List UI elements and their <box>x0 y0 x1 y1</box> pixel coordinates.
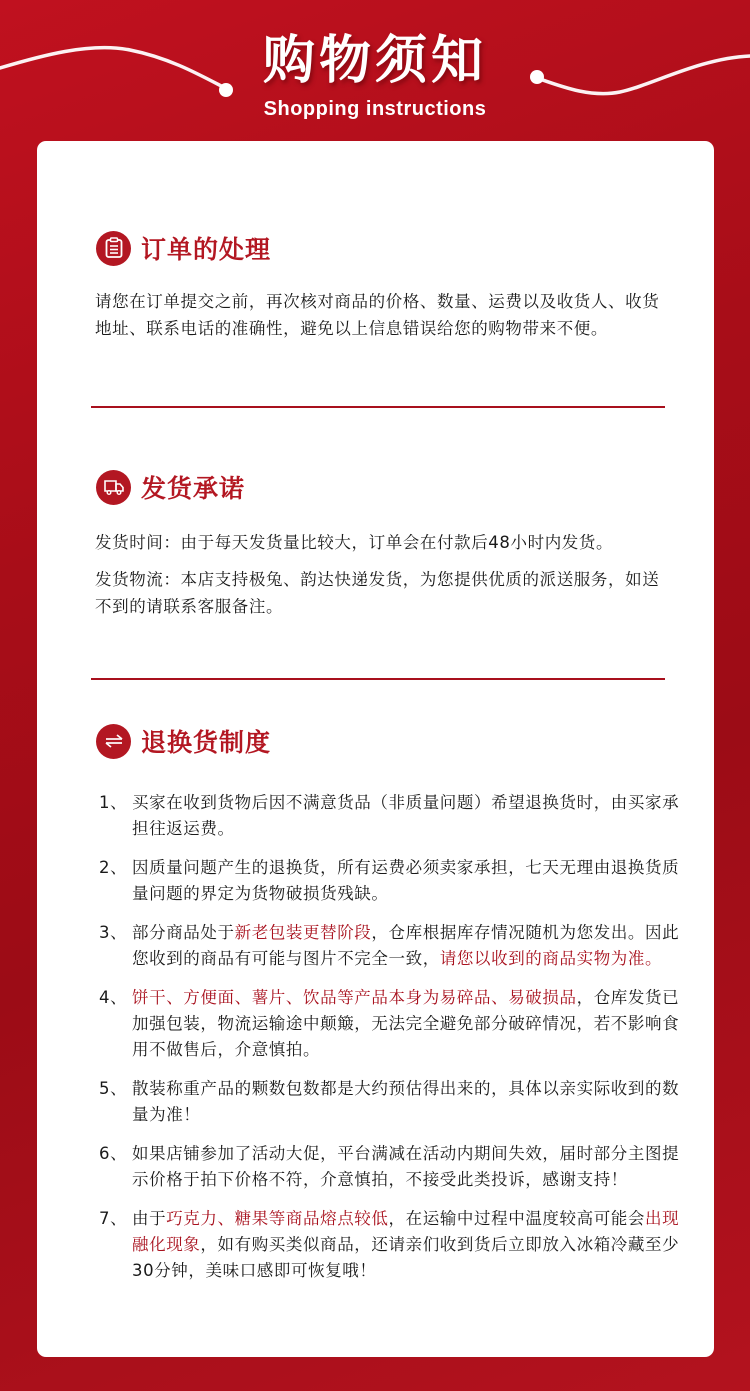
exchange-arrows-icon <box>96 724 131 759</box>
instructions-card <box>37 141 714 1357</box>
truck-icon <box>96 470 131 505</box>
clipboard-icon <box>96 231 131 266</box>
section-header-shipping <box>96 469 245 505</box>
page-title: 购物须知 <box>262 31 487 91</box>
list-item: 2、 因质量问题产生的退换货，所有运费必须卖家承担，七天无理由退换货质量问题的界定为货物破损货残缺。 <box>99 858 680 903</box>
list-item: 5、 散装称重产品的颗数包数都是大约预估得出来的，具体以亲实际收到的数量为准！ <box>99 1079 680 1124</box>
highlight-text: 饼干、方便面、薯片、饮品等产品本身为易碎品、易破损品 <box>132 988 577 1007</box>
section-title-order: 订单的处理 <box>141 235 272 264</box>
section-header-returns <box>96 723 271 759</box>
section-divider <box>91 406 665 408</box>
page-header <box>0 0 750 141</box>
highlight-text: 巧克力、糖果等商品熔点较低 <box>166 1209 389 1228</box>
section-title-shipping: 发货承诺 <box>141 474 246 503</box>
returns-policy-list <box>99 790 689 1297</box>
shipping-logistics-text: 发货物流：本店支持极兔、韵达快递发货，为您提供优质的派送服务，如送不到的请联系客服备注。 <box>95 570 660 616</box>
list-item: 1、 买家在收到货物后因不满意货品（非质量问题）希望退换货时，由买家承担往返运费。 <box>99 793 680 838</box>
highlight-text: 请您以收到的商品实物为准。 <box>439 949 663 968</box>
section-title-returns: 退换货制度 <box>141 728 272 757</box>
shipping-time-text: 发货时间：由于每天发货量比较大，订单会在付款后48小时内发货。 <box>95 533 614 552</box>
section-divider <box>91 678 665 680</box>
list-item: 7、 由于巧克力、糖果等商品熔点较低，在运输中过程中温度较高可能会出现融化现象，如有购买类似商品，还请亲们收到货后立即放入冰箱冷藏至少30分钟，美味口感即可恢复哦！ <box>99 1209 680 1280</box>
section-header-order <box>96 230 271 266</box>
list-item: 3、 部分商品处于新老包装更替阶段，仓库根据库存情况随机为您发出。因此您收到的商品有可能与图片不完全一致，请您以收到的商品实物为准。 <box>99 923 680 968</box>
list-item: 6、 如果店铺参加了活动大促，平台满减在活动内期间失效，届时部分主图提示价格于拍下价格不符，介意慎拍，不接受此类投诉，感谢支持！ <box>99 1144 680 1189</box>
highlight-text: 出现融化现象 <box>132 1209 680 1254</box>
highlight-text: 新老包装更替阶段 <box>234 923 372 942</box>
list-item: 4、 饼干、方便面、薯片、饮品等产品本身为易碎品、易破损品，仓库发货已加强包装，物流运输途中颠簸，无法完全避免部分破碎情况，若不影响食用不做售后，介意慎拍。 <box>99 988 680 1059</box>
page-subtitle: Shopping instructions <box>263 98 487 120</box>
order-processing-text: 请您在订单提交之前，再次核对商品的价格、数量、运费以及收货人、收货地址、联系电话的准确性，避免以上信息错误给您的购物带来不便。 <box>95 292 660 338</box>
